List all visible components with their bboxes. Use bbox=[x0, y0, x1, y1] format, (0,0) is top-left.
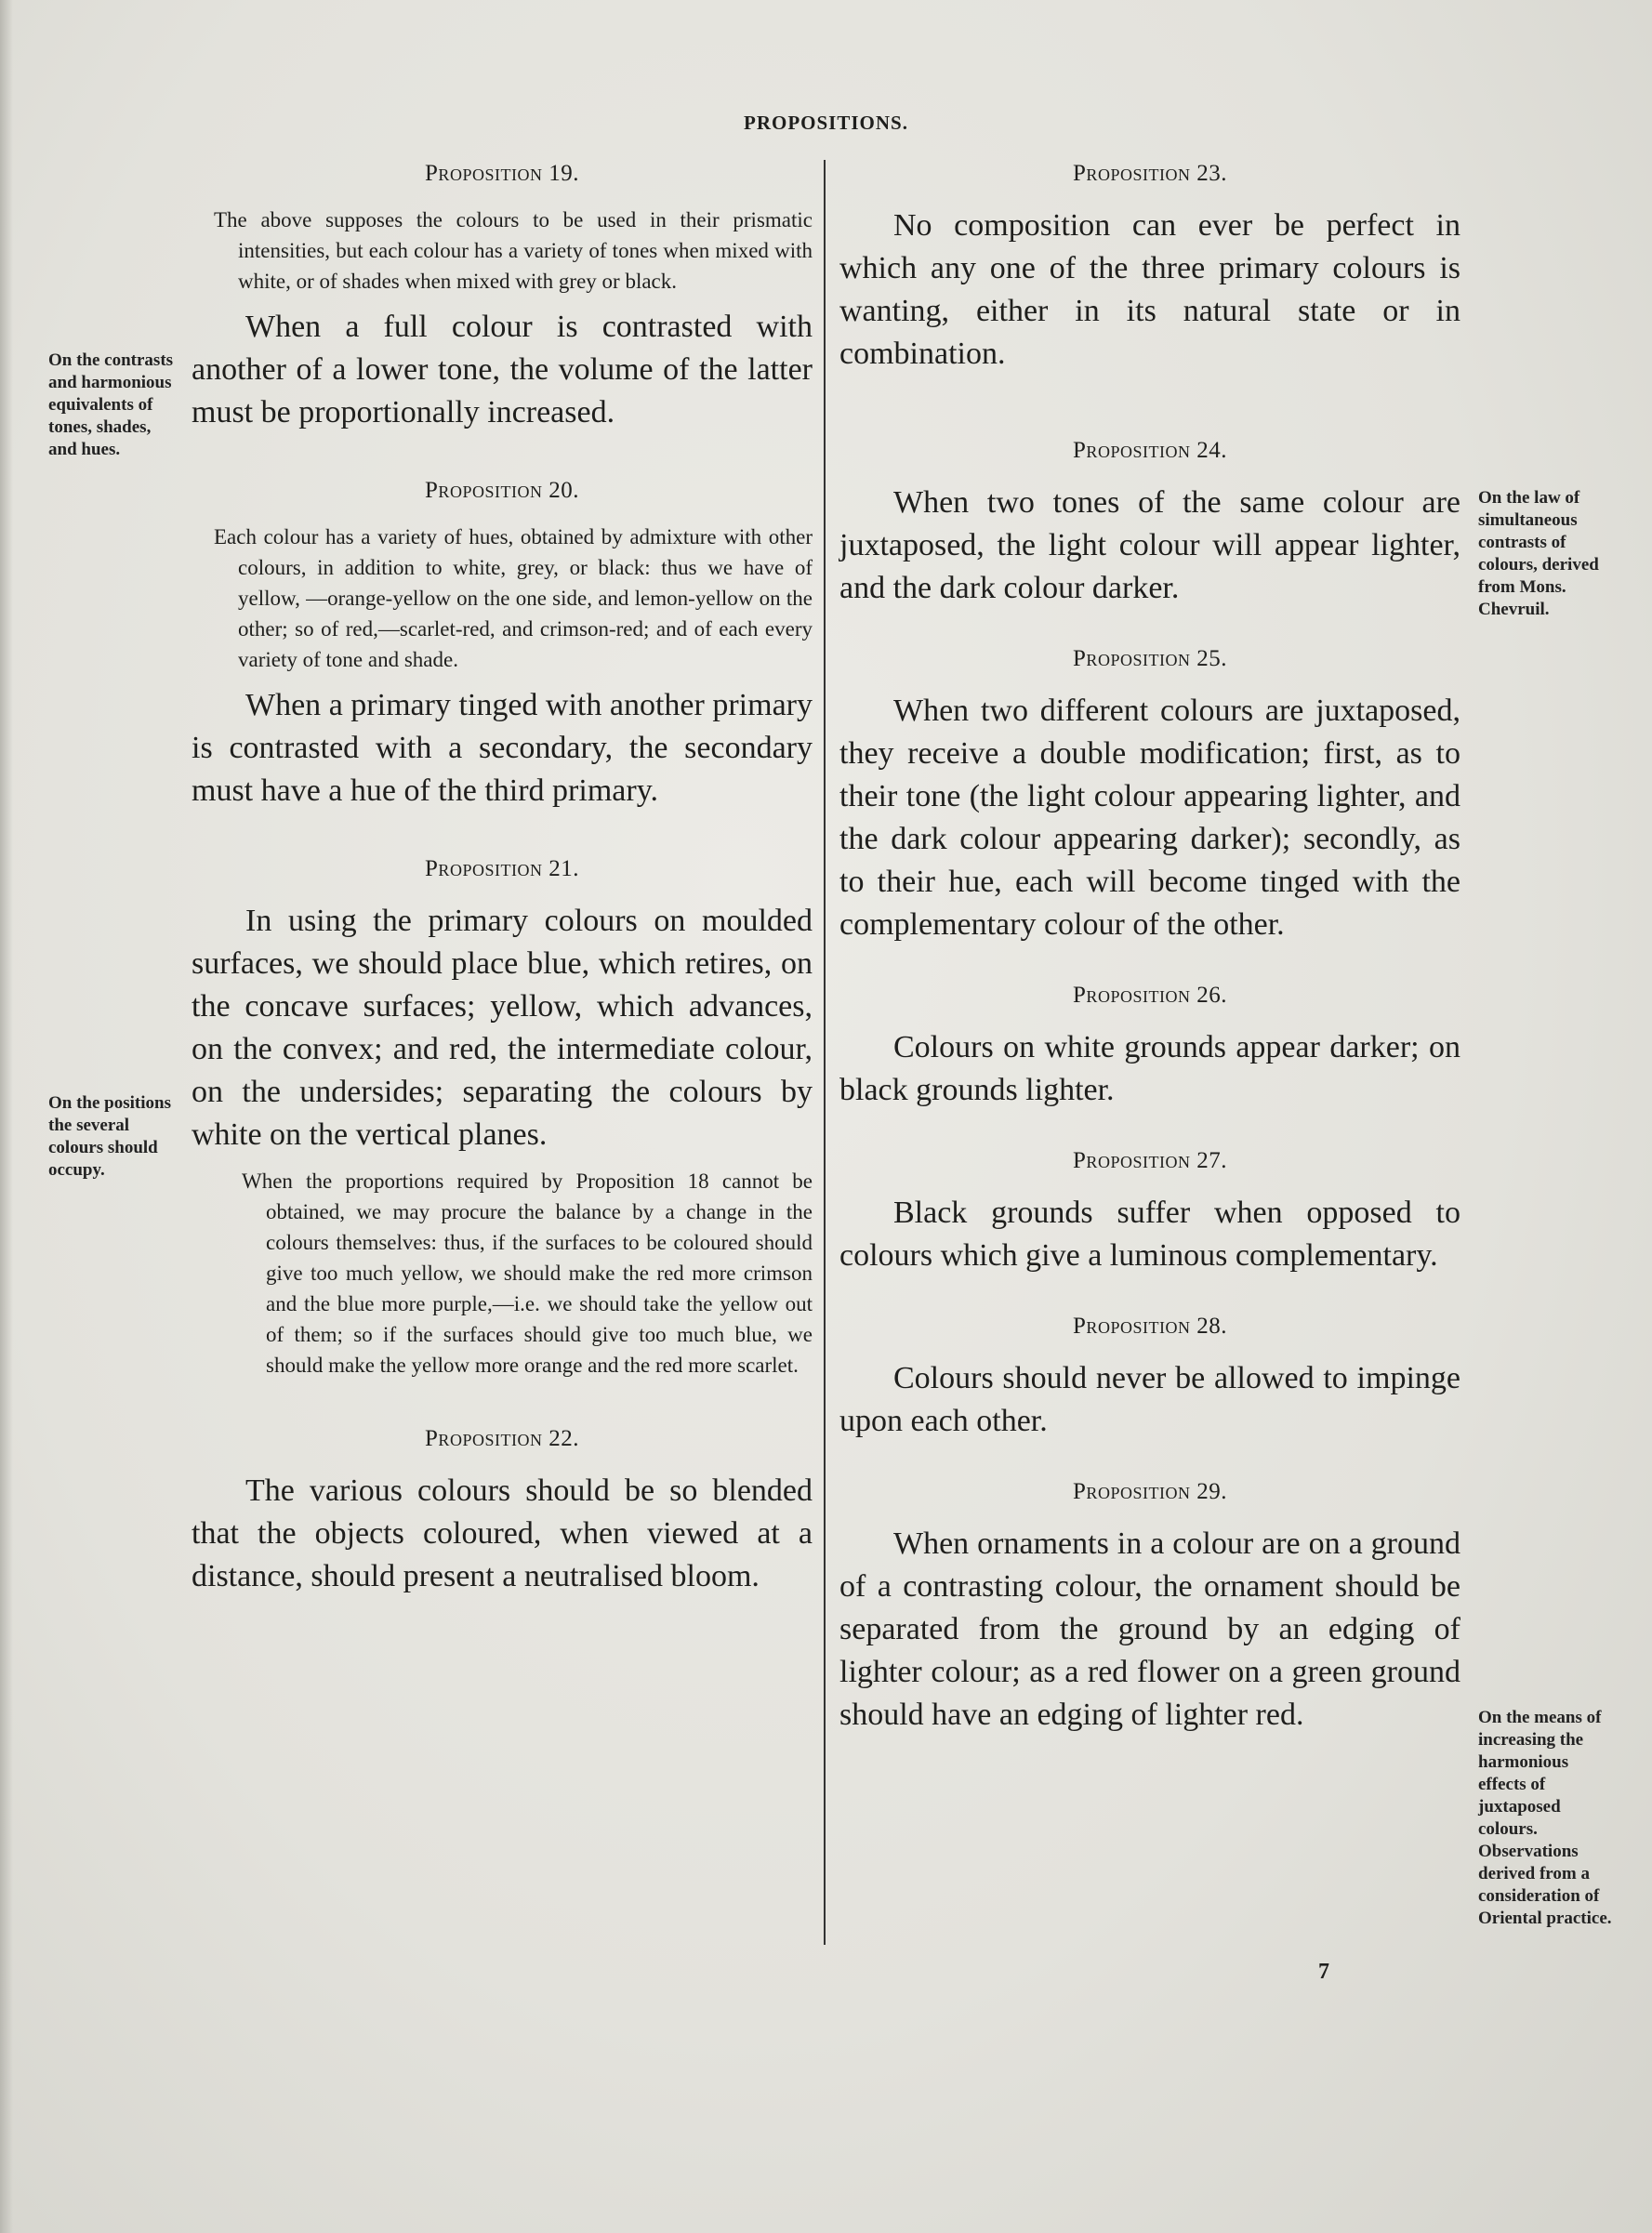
proposition-28-body: Colours should never be allowed to impinge upon each other. bbox=[839, 1361, 1460, 1438]
margin-note-positions: On the positions the several colours should occupy. bbox=[48, 1093, 171, 1180]
proposition-25-body: When two different colours are juxtaposed, they receive a double modification; first, as to their tone (the light colour appearing lighter, and the dark colour appearing darker); secondly, as to their hue, each will become tinged with the complementary colour of the other. bbox=[839, 694, 1460, 942]
right-column bbox=[839, 160, 1460, 1737]
margin-note-means: On the means of increasing the harmonious effects of juxtaposed colours. Observations derived from a consideration of Oriental practice. bbox=[1478, 1708, 1612, 1928]
proposition-19-body: When a full colour is contrasted with another of a lower tone, the volume of the latter must be proportionally increased. bbox=[192, 310, 813, 429]
proposition-22-heading: Proposition 22. bbox=[425, 1426, 579, 1451]
running-head: PROPOSITIONS. bbox=[744, 112, 908, 134]
proposition-26-body: Colours on white grounds appear darker; on black grounds lighter. bbox=[839, 1030, 1460, 1107]
proposition-21-body: In using the primary colours on moulded surfaces, we should place blue, which retires, on the concave surfaces; yellow, which advances, on the convex; and red, the intermediate colour, on the undersides; separating the colours by white on the vertical planes. bbox=[192, 904, 813, 1152]
proposition-23-body: No composition can ever be perfect in which any one of the three primary colours is wanting, either in its natural state or in combination. bbox=[839, 208, 1460, 371]
margin-note-contrasts: On the contrasts and harmonious equivalents of tones, shades, and hues. bbox=[48, 350, 174, 459]
page-edge-shadow bbox=[0, 0, 13, 2233]
proposition-24-body: When two tones of the same colour are juxtaposed, the light colour will appear lighter, and the dark colour darker. bbox=[839, 485, 1460, 605]
proposition-29-body: When ornaments in a colour are on a ground of a contrasting colour, the ornament should be separated from the ground by an edging of lighter colour; as a red flower on a green ground should have an edging of lighter red. bbox=[839, 1526, 1460, 1732]
proposition-19-note: The above supposes the colours to be used in their prismatic intensities, but each colour has a variety of tones when mixed with white, or of shades when mixed with grey or black. bbox=[214, 208, 813, 293]
left-column bbox=[192, 160, 813, 1598]
proposition-27-body: Black grounds suffer when opposed to colours which give a luminous complementary. bbox=[839, 1196, 1460, 1273]
proposition-21-heading: Proposition 21. bbox=[425, 856, 579, 881]
proposition-22-body: The various colours should be so blended that the objects coloured, when viewed at a distance, should present a neutralised bloom. bbox=[192, 1473, 813, 1593]
proposition-21-note: When the proportions required by Proposition 18 cannot be obtained, we may procure the balance by a change in the colours themselves: thus, if the surfaces to be coloured should give too much yellow, we should make the red more crimson and the blue more purple,—i.e. we should take the yellow out of them; so if the surfaces should give too much blue, we should make the yellow more orange and the red more scarlet. bbox=[242, 1169, 813, 1377]
proposition-24-heading: Proposition 24. bbox=[1073, 438, 1227, 463]
page-number: 7 bbox=[1318, 1960, 1329, 1984]
proposition-20-body: When a primary tinged with another primary is contrasted with a secondary, the secondary must have a hue of the third primary. bbox=[192, 688, 813, 808]
proposition-29-heading: Proposition 29. bbox=[1073, 1479, 1227, 1504]
proposition-20-heading: Proposition 20. bbox=[425, 478, 579, 503]
proposition-20-note: Each colour has a variety of hues, obtained by admixture with other colours, in addition to white, grey, or black: thus we have of yellow, —orange-yellow on the one side, and lemon-yellow on the other; so of red,—scarlet-red, and crimson-red; and of each every variety of tone and shade. bbox=[214, 525, 813, 671]
proposition-26-heading: Proposition 26. bbox=[1073, 983, 1227, 1008]
column-rule bbox=[824, 160, 826, 1945]
proposition-25-heading: Proposition 25. bbox=[1073, 646, 1227, 671]
proposition-27-heading: Proposition 27. bbox=[1073, 1148, 1227, 1173]
proposition-23-heading: Proposition 23. bbox=[1073, 161, 1227, 186]
margin-note-law: On the law of simultaneous contrasts of colours, derived from Mons. Chevruil. bbox=[1478, 488, 1599, 619]
proposition-28-heading: Proposition 28. bbox=[1073, 1314, 1227, 1339]
proposition-19-heading: Proposition 19. bbox=[425, 161, 579, 186]
